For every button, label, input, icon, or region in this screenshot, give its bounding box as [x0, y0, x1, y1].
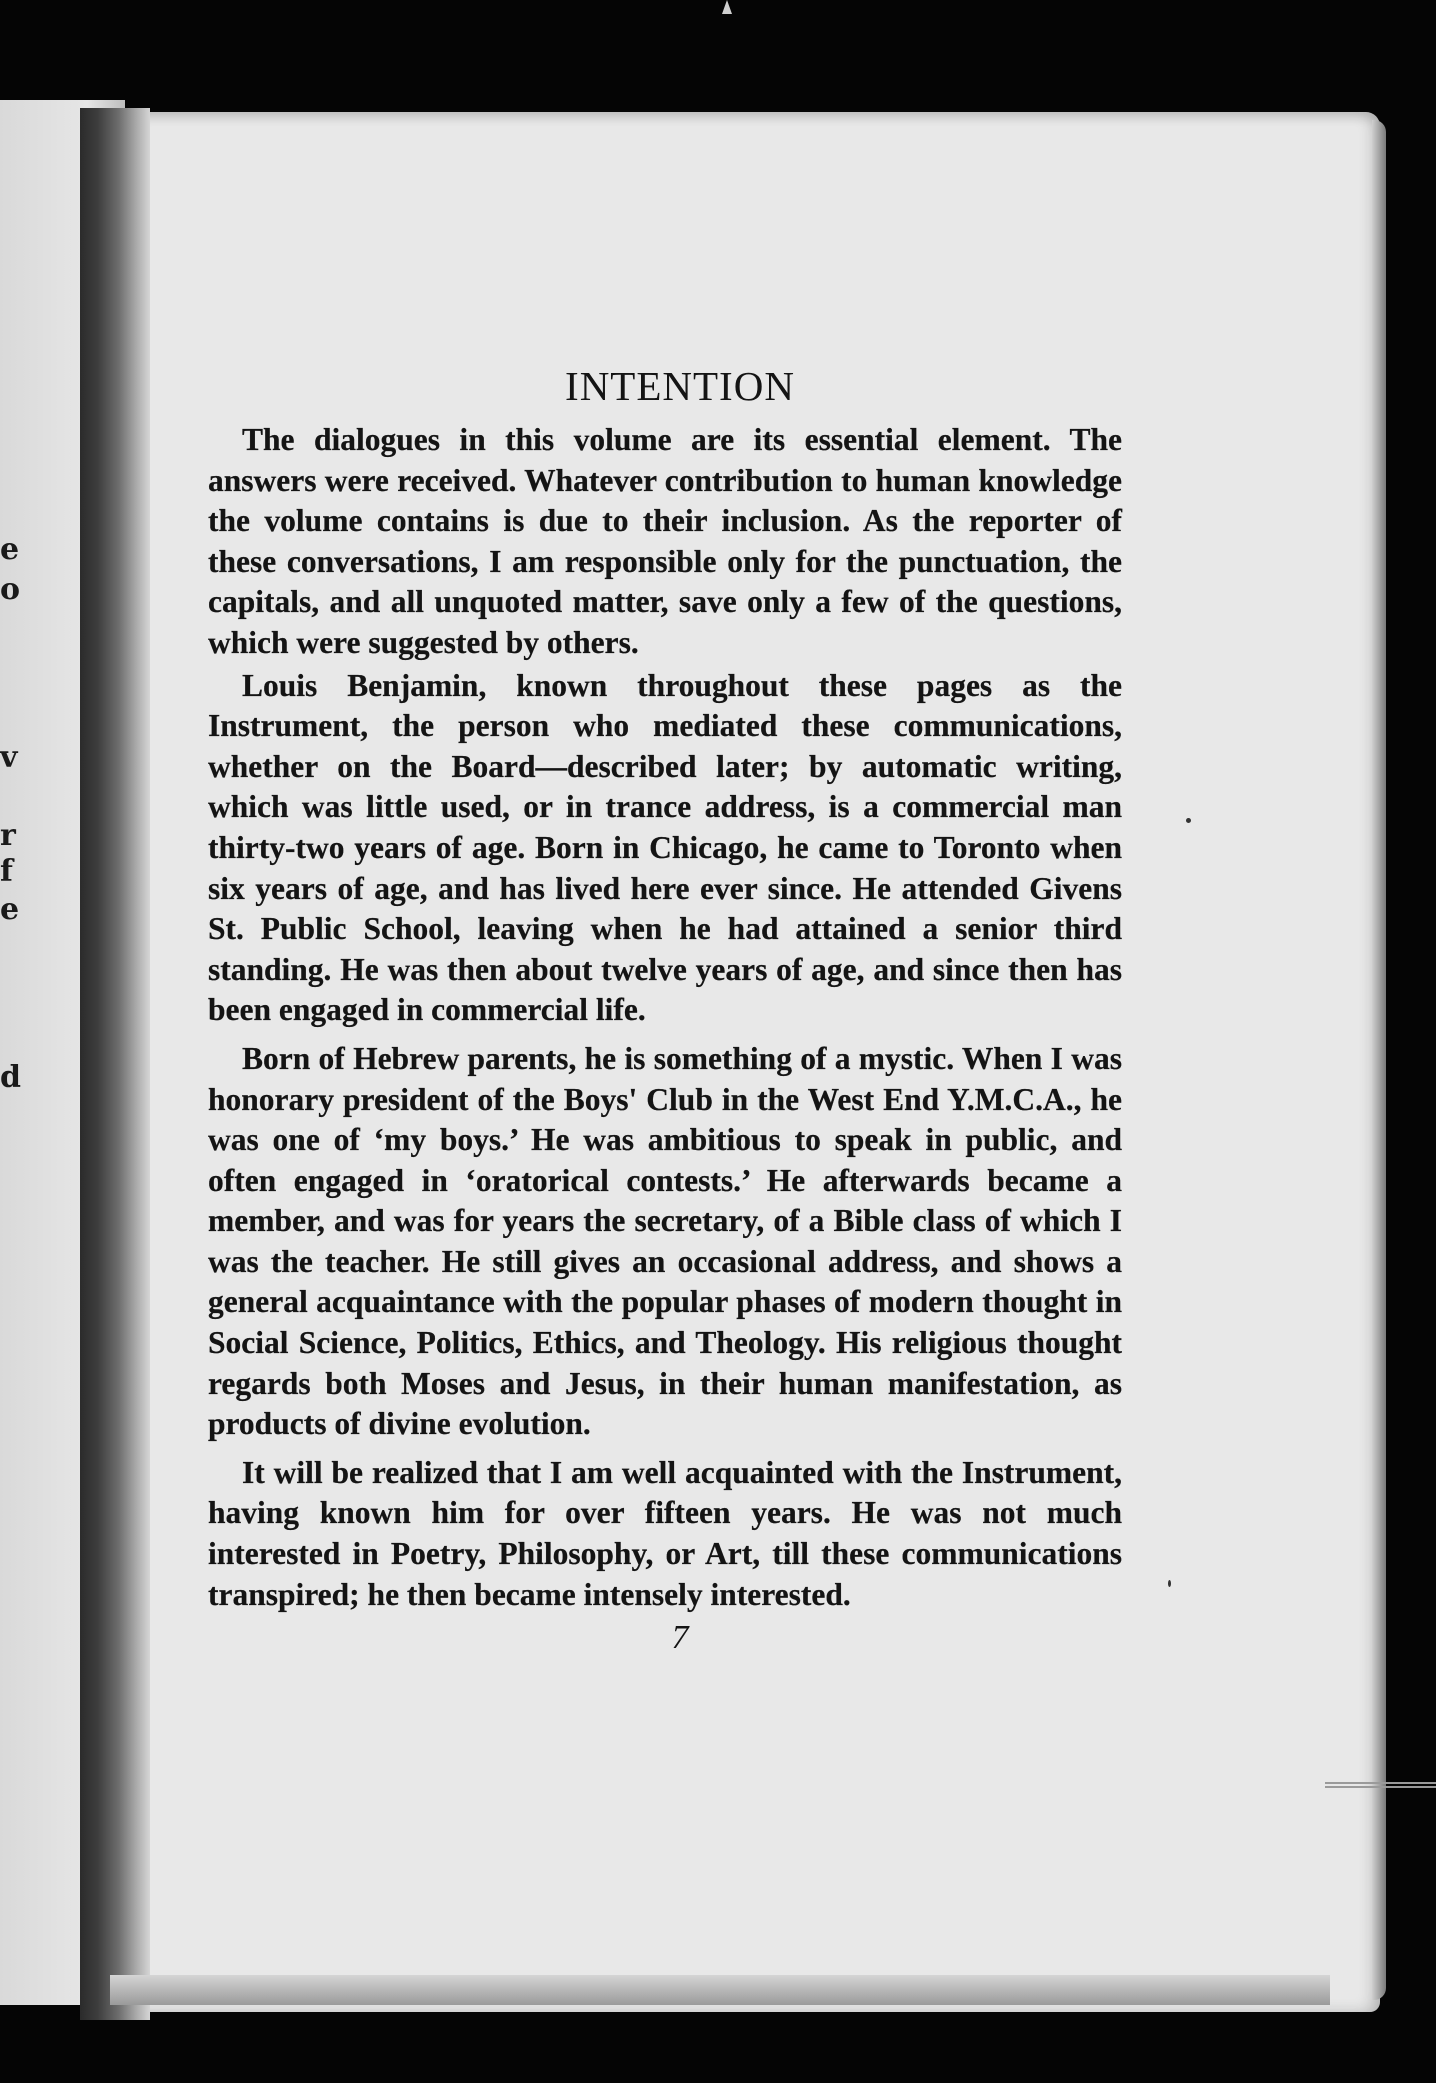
left-page-fragment: r	[0, 818, 16, 853]
left-page-fragment: v	[0, 740, 18, 775]
section-title: INTENTION	[565, 363, 795, 409]
scan-mark	[722, 0, 732, 14]
left-page-fragment: d	[0, 1060, 21, 1095]
page-speck	[1186, 818, 1191, 823]
page-text	[208, 362, 1122, 1657]
left-page-fragment: f	[0, 854, 13, 889]
left-page-fragment: o	[0, 572, 21, 607]
paragraph: Louis Benjamin, known throughout these pages as the Instrument, the person who mediated these communications, whether on the Board—described later; by automatic writing, which was little used, or in trance address, is a commercial man thirty-two years of age. Born in Chicago, he came to Toronto when six years of age, and has lived here ever since. He attended Givens St. Public School, leaving when he had attained a senior third standing. He was then about twelve years of age, and since then has been engaged in commercial life.	[208, 667, 1122, 1028]
book-gutter	[80, 108, 150, 2020]
left-page-fragment: e	[0, 892, 20, 927]
paragraph: The dialogues in this volume are its essential element. The answers were received. Whatever contribution to human knowledge the volume contains is due to their inclusion. As the reporter of these conversations, I am responsible only for the punctuation, the capitals, and all unquoted matter, save only a few of the questions, which were suggested by others.	[208, 422, 1122, 660]
left-page-fragment: e	[0, 532, 20, 567]
scan-line	[1325, 1786, 1436, 1788]
page-speck	[1168, 1580, 1171, 1587]
scan-line	[1325, 1782, 1436, 1784]
page-bottom-edge	[110, 1975, 1330, 2005]
paragraph: Born of Hebrew parents, he is something of a mystic. When I was honorary president of the Boys' Club in the West End Y.M.C.A., he was one of ‘my boys.’ He was ambitious to speak in public, and often engaged in ‘oratorical contests.’ He afterwards became a member, and was for years the secretary, of a Bible class of which I was the teacher. He still gives an occasional address, and shows a general acquaintance with the popular phases of modern thought in Social Science, Politics, Ethics, and Theology. His religious thought regards both Moses and Jesus, in their human manifestation, as products of divine evolution.	[208, 1040, 1122, 1442]
paragraph: It will be realized that I am well acquainted with the Instrument, having known him for over fifteen years. He was not much interested in Poetry, Philosophy, or Art, till these communications transpired; he then became intensely interested.	[208, 1454, 1122, 1612]
page-number: 7	[671, 1619, 689, 1657]
page-edge	[1372, 120, 1386, 2000]
